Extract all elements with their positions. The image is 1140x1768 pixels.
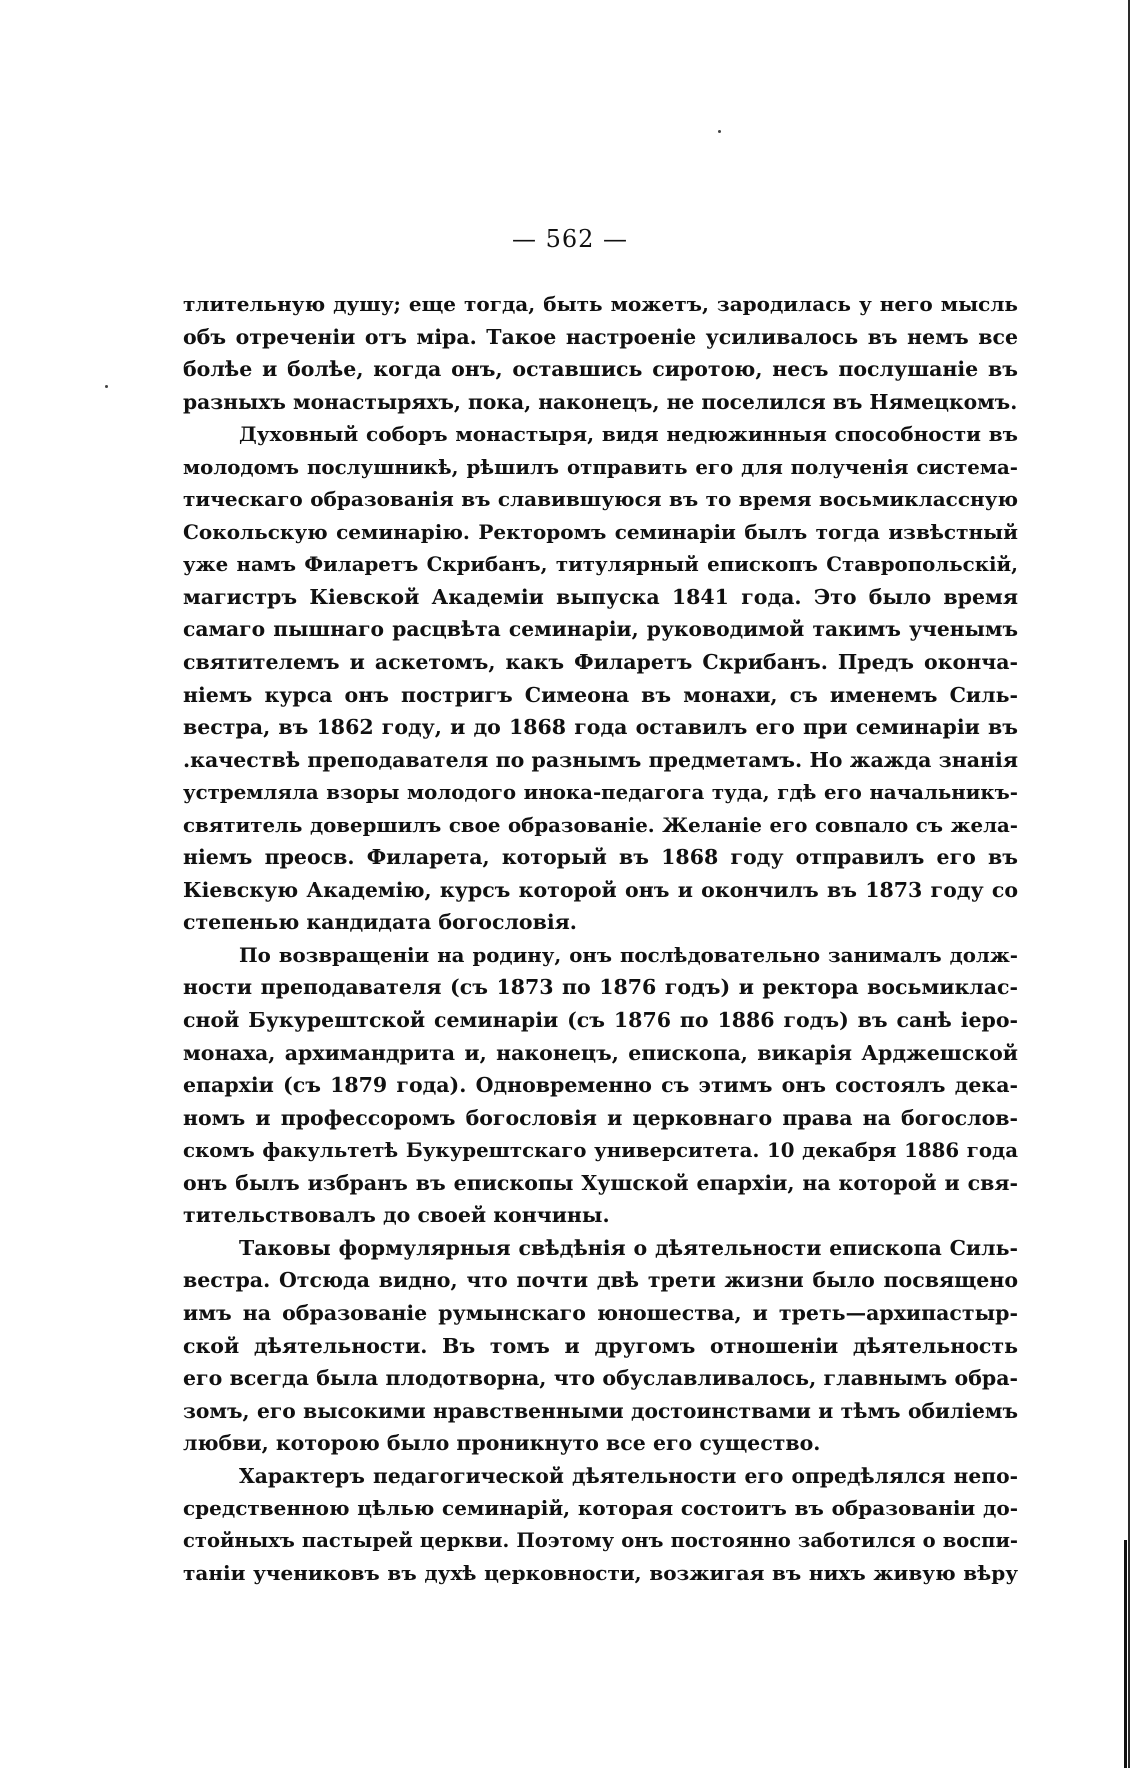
text-line: номъ и профессоромъ богословія и церковнаго права на богослов- [183, 1105, 1018, 1130]
text-line: разныхъ монастыряхъ, пока, наконецъ, не поселился въ Нямецкомъ. [183, 389, 1018, 414]
text-line: вестра, въ 1862 году, и до 1868 года оставилъ его при семинаріи въ [183, 715, 1018, 740]
text-line: тическаго образованія въ славившуюся въ то время восьмиклассную [183, 487, 1018, 512]
text-line: Сокольскую семинарію. Ректоромъ семинаріи былъ тогда извѣстный [183, 519, 1018, 544]
text-line: вестра. Отсюда видно, что почти двѣ трети жизни было посвящено [183, 1268, 1018, 1293]
body-text [183, 288, 1018, 1590]
paragraph-start-line: Характеръ педагогической дѣятельности его опредѣлялся непо- [239, 1463, 1018, 1488]
text-line: ніемъ курса онъ постригъ Симеона въ монахи, съ именемъ Силь- [183, 682, 1018, 707]
text-line: степенью кандидата богословія. [183, 910, 577, 935]
text-line: таніи учениковъ въ духѣ церковности, возжигая въ нихъ живую вѣру [183, 1561, 1018, 1586]
text-line: святитель довершилъ свое образованіе. Желаніе его совпало съ жела- [183, 812, 1018, 837]
text-line: монаха, архимандрита и, наконецъ, епископа, викарія Арджешской [183, 1040, 1018, 1065]
text-line: скомъ факультетѣ Букурештскаго университета. 10 декабря 1886 года [183, 1138, 1018, 1163]
text-line: онъ былъ избранъ въ епископы Хушской епархіи, на которой и свя- [183, 1170, 1018, 1195]
page-number: — 562 — [511, 225, 629, 253]
text-line: молодомъ послушникѣ, рѣшилъ отправить его для полученія система- [183, 454, 1018, 479]
text-line: самаго пышнаго расцвѣта семинаріи, руководимой такимъ ученымъ [183, 617, 1018, 642]
text-line: .качествѣ преподавателя по разнымъ предметамъ. Но жажда знанія [183, 747, 1018, 772]
scan-speck [718, 130, 721, 133]
text-line: зомъ, его высокими нравственными достоинствами и тѣмъ обиліемъ [183, 1398, 1018, 1423]
text-line: тительствовалъ до своей кончины. [183, 1203, 610, 1228]
page-edge-line [1128, 0, 1130, 1768]
text-line: епархіи (съ 1879 года). Одновременно съ этимъ онъ состоялъ дека- [183, 1073, 1018, 1098]
paragraph-start-line: Таковы формулярныя свѣдѣнія о дѣятельности епископа Силь- [239, 1235, 1018, 1260]
paragraph-start-line: По возвращеніи на родину, онъ послѣдовательно занималъ долж- [239, 942, 1018, 967]
text-line: ніемъ преосв. Филарета, который въ 1868 году отправилъ его въ [183, 845, 1018, 870]
text-line: любви, которою было проникнуто все его существо. [183, 1431, 821, 1456]
text-line: магистръ Кіевской Академіи выпуска 1841 года. Это было время [183, 584, 1018, 609]
text-line: ской дѣятельности. Въ томъ и другомъ отношеніи дѣятельность [183, 1333, 1018, 1358]
text-line: святителемъ и аскетомъ, какъ Филаретъ Скрибанъ. Предъ оконча- [183, 650, 1018, 675]
text-line: сной Букурештской семинаріи (съ 1876 по 1886 годъ) въ санѣ іеро- [183, 1008, 1018, 1033]
paragraph-start-line: Духовный соборъ монастыря, видя недюжинныя способности въ [239, 422, 1018, 447]
text-line: болѣе и болѣе, когда онъ, оставшись сиротою, несъ послушаніе въ [183, 357, 1018, 382]
page-edge-shadow [1124, 1540, 1127, 1768]
text-line: имъ на образованіе румынскаго юношества, и треть—архипастыр- [183, 1300, 1018, 1325]
text-line: тлительную душу; еще тогда, быть можетъ, зародилась у него мысль [183, 292, 1018, 316]
text-line: уже намъ Филаретъ Скрибанъ, титулярный епископъ Ставропольскій, [183, 552, 1018, 577]
text-line: средственною цѣлью семинарій, которая состоитъ въ образованіи до- [183, 1496, 1018, 1521]
scan-speck [105, 385, 108, 388]
text-line: стойныхъ пастырей церкви. Поэтому онъ постоянно заботился о воспи- [183, 1528, 1018, 1552]
text-line: ности преподавателя (съ 1873 по 1876 годъ) и ректора восьмиклас- [183, 975, 1018, 1000]
text-line: его всегда была плодотворна, что обуславливалось, главнымъ обра- [183, 1366, 1018, 1391]
text-line: объ отреченіи отъ міра. Такое настроеніе усиливалось въ немъ все [183, 324, 1018, 349]
text-line: Кіевскую Академію, курсъ которой онъ и окончилъ въ 1873 году со [183, 877, 1018, 902]
text-line: устремляла взоры молодого инока-педагога туда, гдѣ его начальникъ- [183, 780, 1018, 805]
